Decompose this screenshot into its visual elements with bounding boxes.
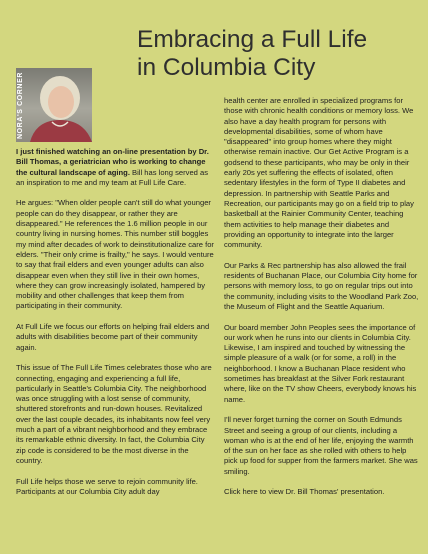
left-text-column: [16, 147, 214, 507]
left-paragraph-1: [16, 147, 214, 188]
left-paragraph-3: At Full Life we focus our efforts on helping frail elders and adults with disabilities become part of their community again.: [16, 322, 210, 352]
intro-bold-text: I just finished watching an on-line presentation by Dr. Bill Thomas, a geriatrician who is working to change the cultural landscape of aging.: [16, 147, 209, 177]
sidebar-label-text: NORA'S CORNER: [17, 71, 25, 139]
article-title: [137, 26, 417, 82]
intro-rest-text: Bill has long served as an inspiration to me and my team at Full Life Care.: [16, 167, 209, 187]
left-paragraph-2: He argues: "When older people can't still do what younger people can do they disappear, or rather they are disappeared." He references the 1.6 million people in our country living in nursing homes. This number still boggles my mind after decades of work to deinstitutionalize care for elders. "Their only crime is frailty," he says. I would venture to say that frail elders and even younger adults can also disappear even when they still live in their own homes, where they can grow increasingly isolated, hampered by mobility and other challenges that keep them from participating in their community.: [16, 198, 214, 311]
right-paragraph-4: I'll never forget turning the corner on South Edmunds Street and seeing a group of our clients, including a woman who is at the end of her life, enjoying the warmth of the sun on her face as she rolled with others to help pick up food for supper from the farmers market. She was smiling.: [224, 415, 418, 476]
sidebar-label: [16, 68, 26, 142]
article-title-line-2: in Columbia City: [137, 54, 316, 81]
article-title-line-1: Embracing a Full Life: [137, 26, 368, 53]
presentation-link[interactable]: Click here to view Dr. Bill Thomas' presentation.: [224, 487, 385, 497]
left-paragraph-4: This issue of The Full Life Times celebrates those who are connecting, engaging and experiencing a full life, particularly in Seattle's Columbia City. The neighborhood was once struggling with a lost sense of community, shuttered storefronts and run-down houses. Revitalized over the last couple decades, its inhabitants now feel very much a part of a vibrant neighborhood and they embrace its remarkable ethnic diversity. In fact, the Columbia City zip code is considered to be the most diverse in the country.: [16, 363, 212, 465]
left-paragraph-5: Full Life helps those we serve to rejoin community life. Participants at our Columbia City adult day: [16, 476, 198, 496]
right-paragraph-1: health center are enrolled in specialized programs for those with chronic health conditions or memory loss. We also have a day health program for persons with developmental disabilities, some of whom have "disappeared" into group homes where they might otherwise remain inactive. Our Get Active Program is a godsend to these participants, who may be only in their early 20s yet suffering the effects of isolated, often sedentary lifestyles in the form of Type II diabetes and depression. In partnership with Seattle Parks and Recreation, our participants may go on a field trip to play basketball at the Rainier Community Center, teaching them activities to help manage their diabetes and providing an opportunity to integrate into the larger community.: [224, 96, 414, 250]
right-text-column: [224, 96, 420, 508]
author-portrait-illustration: [16, 68, 92, 142]
author-portrait: [16, 68, 92, 142]
right-paragraph-3: Our board member John Peoples sees the importance of our work when he runs into our clients in Columbia City. Likewise, I am inspired and touched by witnessing the simple pleasure of a walk (or for some, a roll) in the neighborhood. I know a Buchanan Place resident who sometimes has breakfast at the Silver Fork restaurant where, like on the TV show Cheers, everybody knows his name.: [224, 322, 417, 404]
right-paragraph-2: Our Parks & Rec partnership has also allowed the frail residents of Buchanan Place, our Columbia City home for persons with memory loss, to go on regular trips out into the community, including visits to the Woodland Park Zoo, the Museum of Flight and the Seattle Aquarium.: [224, 260, 419, 311]
